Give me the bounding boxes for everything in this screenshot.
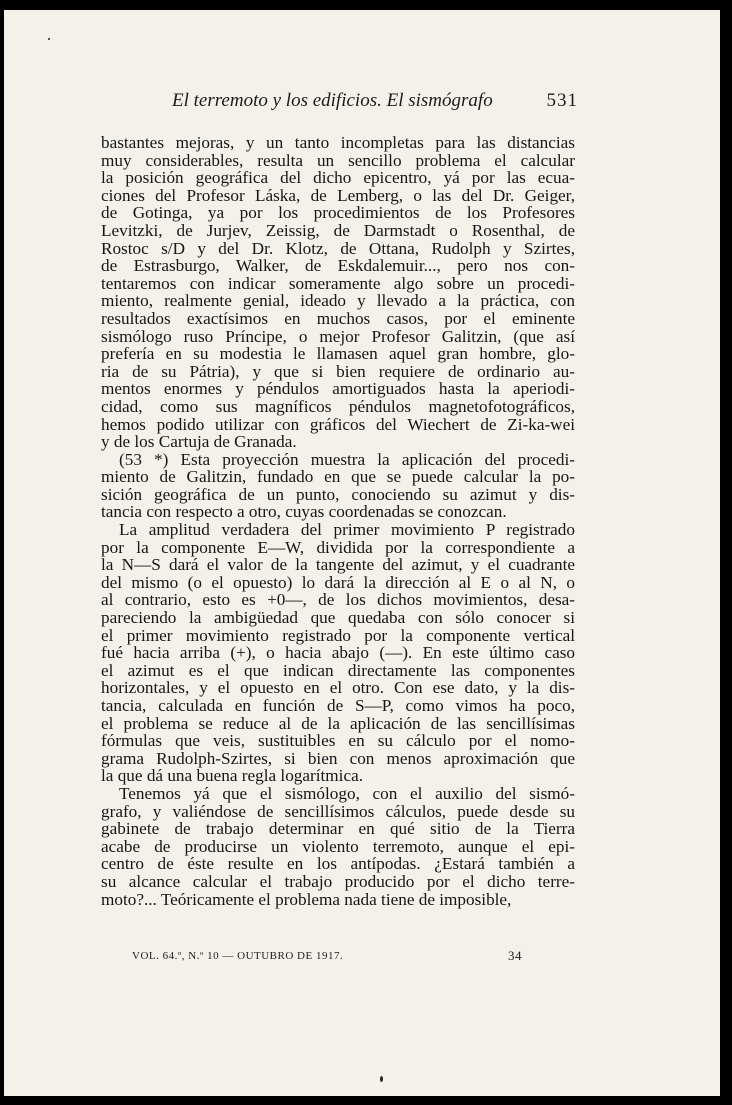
text-line: hemos podido utilizar con gráficos del Wiechert de Zi-ka-wei xyxy=(101,414,575,434)
text-line: de Gotinga, ya por los procedimientos de los Profesores xyxy=(101,203,575,223)
text-line: al contrario, esto es +0—, de los dichos movimientos, desa- xyxy=(101,590,575,610)
text-line: fué hacia arriba (+), o hacia abajo (—). En este último caso xyxy=(101,643,575,663)
text-line: gabinete de trabajo determinar en qué sitio de la Tierra xyxy=(101,819,575,839)
text-line: moto?... Teóricamente el problema nada tiene de imposible, xyxy=(101,889,512,909)
text-line: ciones del Profesor Láska, de Lemberg, o las del Dr. Geiger, xyxy=(101,185,575,205)
text-line: La amplitud verdadera del primer movimiento P registrado xyxy=(119,520,575,540)
text-line: del mismo (o el opuesto) lo dará la dirección al E o al N, o xyxy=(101,572,575,592)
text-line: el azimut es el que indican directamente las componentes xyxy=(101,660,575,680)
text-line: Levitzki, de Jurjev, Zeissig, de Darmstadt o Rosenthal, de xyxy=(101,220,575,240)
text-line: de Estrasburgo, Walker, de Eskdalemuir..., pero nos con- xyxy=(101,256,575,276)
ink-speck xyxy=(48,38,50,40)
text-line: (53 *) Esta proyección muestra la aplicación del procedi- xyxy=(119,449,575,469)
text-line: cidad, como sus magníficos péndulos magnetofotográficos, xyxy=(101,396,575,416)
text-line: acabe de producirse un violento terremoto, aunque el epi- xyxy=(101,836,575,856)
text-line: por la componente E—W, dividida por la correspondiente a xyxy=(101,537,575,557)
text-line: fórmulas que veis, sustituibles en su cálculo por el nomo- xyxy=(101,731,575,751)
text-line: la posición geográfica del dicho epicentro, yá por las ecua- xyxy=(101,168,575,188)
text-line: grama Rudolph-Szirtes, si bien con menos aproximación que xyxy=(101,748,575,768)
text-line: el problema se reduce al de la aplicación de las sencillísimas xyxy=(101,713,575,733)
text-line: su alcance calcular el trabajo producido por el dicho terre- xyxy=(101,871,575,891)
body-text xyxy=(101,134,575,908)
text-line: pareciendo la ambigüedad que quedaba con sólo conocer si xyxy=(101,608,575,628)
text-line: la que dá una buena regla logarítmica. xyxy=(101,766,363,786)
text-line: tancia, calculada en función de S—P, como vimos ha poco, xyxy=(101,696,575,715)
signature-mark: 34 xyxy=(508,948,522,963)
text-line: bastantes mejoras, y un tanto incompletas para las distancias xyxy=(101,133,575,152)
text-line: miento de Galitzin, fundado en que se puede calcular la po- xyxy=(101,467,575,487)
text-line: ria de su Pátria), y que si bien requiere de ordinario au- xyxy=(101,361,575,381)
volume-line: VOL. 64.º, N.º 10 — OUTUBRO DE 1917. xyxy=(132,950,344,962)
text-line: tentaremos con indicar someramente algo sobre un procedi- xyxy=(101,273,575,293)
text-line: prefería en su modestia le llamasen aquel gran hombre, glo- xyxy=(101,344,575,364)
page-number: 531 xyxy=(546,90,578,111)
ink-speck xyxy=(380,1076,383,1082)
text-line: grafo, y valiéndose de sencillísimos cálculos, puede desde su xyxy=(101,801,575,821)
document-page xyxy=(4,10,720,1096)
running-header xyxy=(172,90,582,112)
text-line: muy considerables, resulta un sencillo problema el calcular xyxy=(101,150,575,170)
text-line: tancia con respecto a otro, cuyas coordenadas se conozcan. xyxy=(101,502,507,522)
text-line: mentos enormes y péndulos amortiguados hasta la aperiodi- xyxy=(101,379,575,399)
running-title: El terremoto y los edificios. El sismógrafo xyxy=(172,90,493,111)
text-line: horizontales, y el opuesto en el otro. Con ese dato, y la dis- xyxy=(101,678,575,698)
text-line: sición geográfica de un punto, conociendo su azimut y dis- xyxy=(101,484,575,504)
text-line: sismólogo ruso Príncipe, o mejor Profesor Galitzin, (que así xyxy=(101,326,575,346)
text-line: Tenemos yá que el sismólogo, con el auxilio del sismó- xyxy=(119,783,575,803)
text-line: miento, realmente genial, ideado y llevado a la práctica, con xyxy=(101,291,575,311)
text-line: y de los Cartuja de Granada. xyxy=(101,432,297,452)
text-line: Rostoc s/D y del Dr. Klotz, de Ottana, Rudolph y Szirtes, xyxy=(101,238,575,258)
page-footer xyxy=(132,950,532,962)
text-line: la N—S dará el valor de la tangente del azimut, y el cuadrante xyxy=(101,555,575,575)
text-line: centro de éste resulte en los antípodas. ¿Estará también a xyxy=(101,854,575,874)
text-line: el primer movimiento registrado por la componente vertical xyxy=(101,625,575,645)
text-line: resultados exactísimos en muchos casos, por el eminente xyxy=(101,308,575,328)
